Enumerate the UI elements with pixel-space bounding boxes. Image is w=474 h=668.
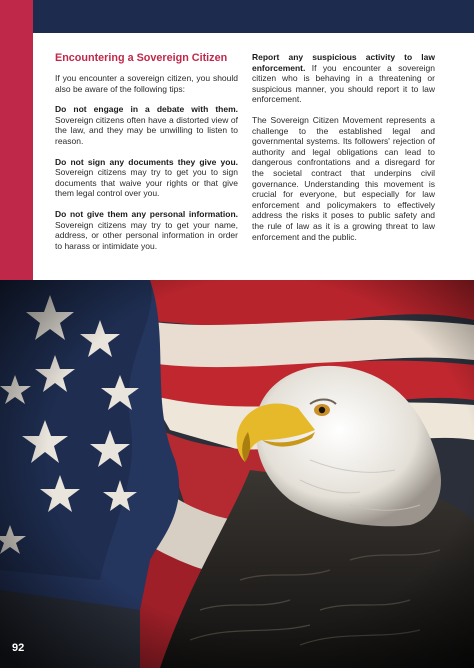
tip-paragraph <box>55 104 238 146</box>
tip-title: Do not sign any documents they give you. <box>55 156 238 167</box>
tip-paragraph <box>55 209 238 251</box>
tip-title: Do not give them any personal information. <box>55 208 238 219</box>
tip-text: Sovereign citizens may try to get your name, address, or other personal information in order to harass or intimidate you. <box>55 219 238 251</box>
flag-eagle-photo <box>0 280 474 668</box>
tip-text: Sovereign citizens often have a distorted view of the law, and they may be unwilling to listen to reason. <box>55 114 238 146</box>
text-column-left <box>55 52 238 261</box>
text-column-right <box>252 52 435 252</box>
tip-title: Report any suspicious activity to law enforcement. <box>252 52 435 73</box>
page-number: 92 <box>12 642 25 654</box>
tip-paragraph <box>252 52 435 105</box>
section-heading: Encountering a Sovereign Citizen <box>55 52 228 64</box>
top-navy-band <box>33 0 474 33</box>
intro-paragraph: If you encounter a sovereign citizen, you should also be aware of the following tips: <box>55 73 238 94</box>
tip-text: Sovereign citizens may try to get you to sign documents that waive your rights or that give them legal control over you. <box>55 167 238 199</box>
conclusion-paragraph: The Sovereign Citizen Movement represents a challenge to the established legal and governmental systems. Its followers' rejection of authority and legal obligations can lead to dangerous confrontations and a disregard for the societal contract that underpins civil governance. Understanding this movement is crucial for everyone, but especially for law enforcement and policymakers to effectively address the risks it poses to public safety and the rule of law as it is a growing threat to law enforcement and the public. <box>252 114 435 242</box>
left-accent-band <box>0 0 33 280</box>
tip-text: If you encounter a sovereign citizen who is behaving in a threatening or suspicious manner, you should report it to law enforcement. <box>252 62 435 105</box>
tip-paragraph <box>55 157 238 199</box>
tip-title: Do not engage in a debate with them. <box>55 104 238 115</box>
